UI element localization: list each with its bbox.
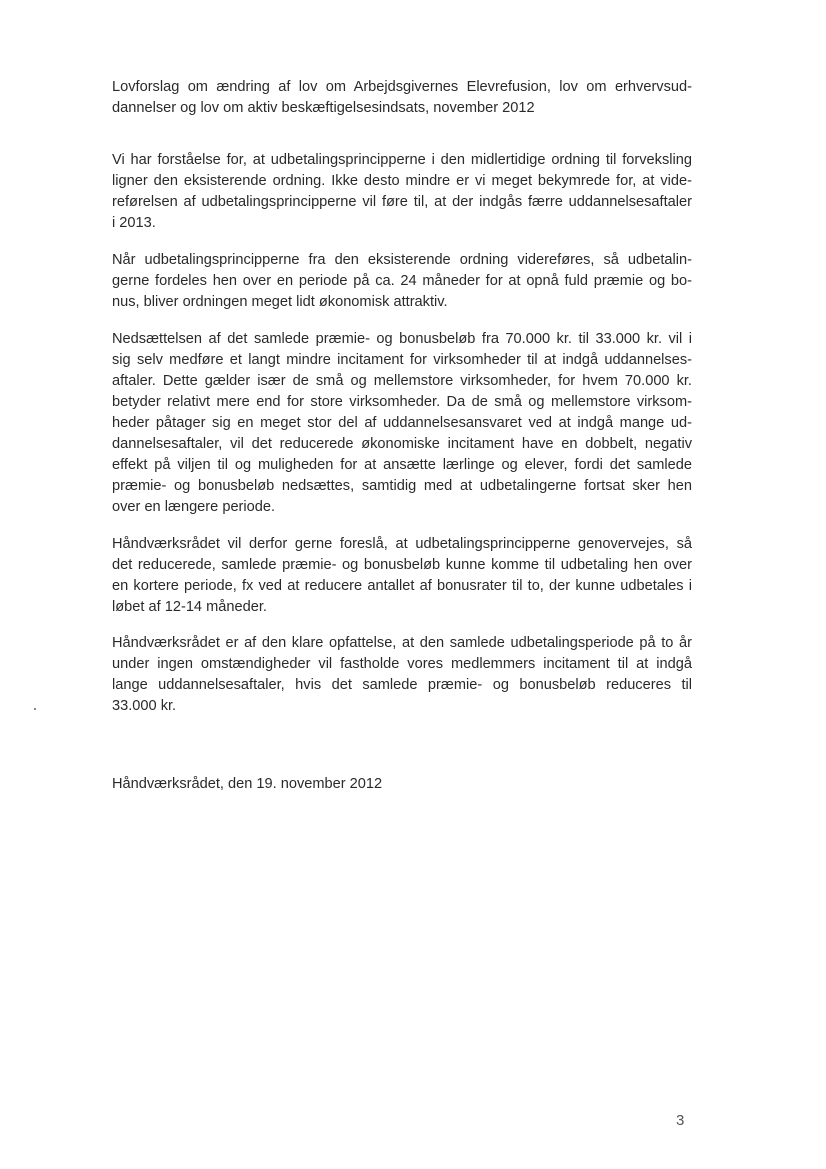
paragraph-line: reførelsen af udbetalingsprincipperne vil føre til, at der indgås færre uddannelsesaftaler — [112, 194, 692, 210]
header-line: Lovforslag om ændring af lov om Arbejdsgivernes Elevrefusion, lov om erhvervsud- — [112, 79, 692, 95]
signature-date: Håndværksrådet, den 19. november 2012 — [112, 776, 383, 792]
paragraph-line: ligner den eksisterende ordning. Ikke desto mindre er vi meget bekymrede for, at vide- — [112, 173, 692, 189]
paragraph-line: lange uddannelsesaftaler, hvis det samlede præmie- og bonusbeløb reduceres til — [112, 677, 692, 693]
paragraph-line: løbet af 12-14 måneder. — [112, 599, 267, 615]
paragraph-line: nus, bliver ordningen meget lidt økonomisk attraktiv. — [112, 294, 448, 310]
paragraph-line: betyder relativt mere end for store virksomheder. Da de små og mellemstore virksom- — [112, 394, 692, 410]
paragraph-line: 33.000 kr. — [112, 698, 177, 714]
paragraph-line: under ingen omstændigheder vil fastholde vores medlemmers incitament til at indgå — [112, 656, 692, 672]
paragraph-line: en kortere periode, fx ved at reducere antallet af bonusrater til to, der kunne udbetales i — [112, 578, 692, 594]
page-number: 3 — [676, 1112, 685, 1129]
paragraph-line: sig selv medføre et langt mindre incitament for virksomheder til at indgå uddannelses- — [112, 352, 692, 368]
paragraph-line: effekt på viljen til og muligheden for at ansætte lærlinge og elever, fordi det samlede — [112, 457, 692, 473]
paragraph-line: gerne fordeles hen over en periode på ca. 24 måneder for at opnå fuld præmie og bo- — [112, 273, 692, 289]
paragraph-line: Nedsættelsen af det samlede præmie- og bonusbeløb fra 70.000 kr. til 33.000 kr. vil i — [112, 331, 692, 347]
paragraph-line: det reducerede, samlede præmie- og bonusbeløb kunne komme til udbetaling hen over — [112, 557, 692, 573]
paragraph-line: over en længere periode. — [112, 499, 276, 515]
paragraph-line: aftaler. Dette gælder især de små og mellemstore virksomheder, for hvem 70.000 kr. — [112, 373, 692, 389]
paragraph-line: dannelsesaftaler, vil det reducerede økonomiske incitament have en dobbelt, negativ — [112, 436, 692, 452]
paragraph-line: Når udbetalingsprincipperne fra den eksisterende ordning videreføres, så udbetalin- — [112, 252, 692, 268]
paragraph-line: Vi har forståelse for, at udbetalingsprincipperne i den midlertidige ordning til forveksling — [112, 152, 692, 168]
paragraph-line: Håndværksrådet er af den klare opfattelse, at den samlede udbetalingsperiode på to år — [112, 635, 692, 651]
scan-speck — [34, 708, 36, 710]
paragraph-line: præmie- og bonusbeløb nedsættes, samtidig med at udbetalingerne fortsat sker hen — [112, 478, 692, 494]
paragraph-line: heder påtager sig en meget stor del af uddannelsesansvaret ved at indgå mange ud- — [112, 415, 692, 431]
paragraph-line: Håndværksrådet vil derfor gerne foreslå, at udbetalingsprincipperne genovervejes, så — [112, 536, 692, 552]
paragraph-line: i 2013. — [112, 215, 156, 231]
header-line: dannelser og lov om aktiv beskæftigelsesindsats, november 2012 — [112, 100, 535, 116]
